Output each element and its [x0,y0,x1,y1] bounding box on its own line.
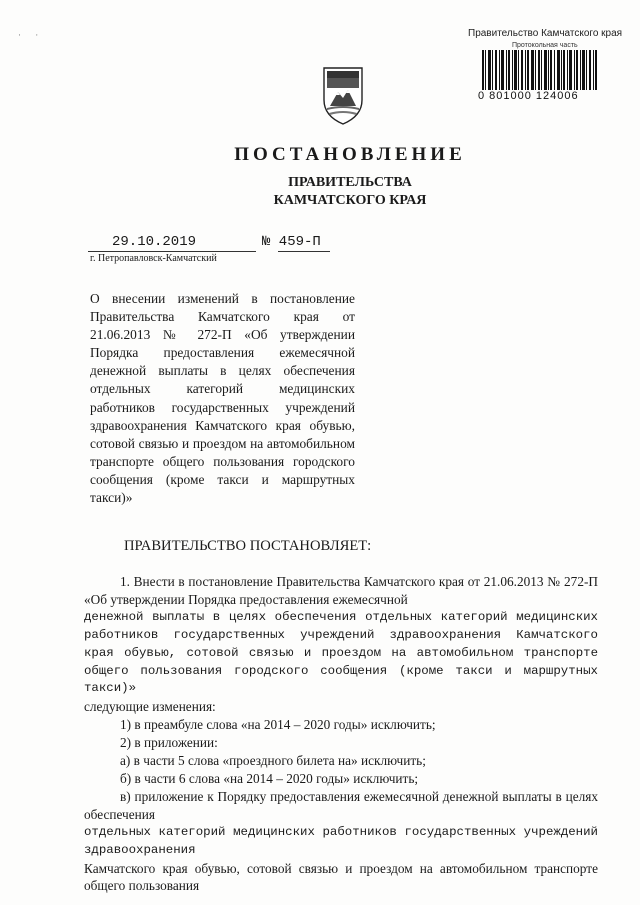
list-item-2a: а) в части 5 слова «проездного билета на» исключить; [120,753,426,769]
document-body [84,573,598,895]
list-item-2: 2) в приложении: [120,735,218,751]
decree-phrase: ПРАВИТЕЛЬСТВО ПОСТАНОВЛЯЕТ: [124,538,372,554]
paragraph-1-continued: денежной выплаты в целях обеспечения отдельных категорий медицинских работников государственных учреждений здравоохранения Камчатского края обувью, сотовой связью и проездом на автомобильном транспорте общего пользования городского сообщения (кроме такси и маршрутных такси)» [84,609,598,696]
document-subject: О внесении изменений в постановление Правительства Камчатского края от 21.06.2013 № 272-П «Об утверждении Порядка предоставления ежемесячной денежной выплаты в целях обеспечения отдельных категорий медицинских работников государственных учреждений здравоохранения Камчатского края обувью, сотовой связью и проездом на автомобильном транспорте общего пользования городского сообщения (кроме такси и маршрутных такси)» [90,291,355,506]
list-item-2b: б) в части 6 слова «на 2014 – 2020 годы» исключить; [120,770,419,786]
scan-artifact: · · [18,30,45,40]
coat-of-arms-icon [318,64,368,126]
date-underline [88,251,256,252]
issuing-authority [0,174,640,210]
document-title: ПОСТАНОВЛЕНИЕ [234,144,466,165]
barcode-icon [482,50,597,90]
list-item-2c-middle: отдельных категорий медицинских работников государственных учреждений здравоохранения [84,824,598,857]
paragraph-1-end: следующие изменения: [84,699,216,715]
list-item-2c-start: в) приложение к Порядку предоставления ежемесячной денежной выплаты в целях обеспечения [84,788,598,822]
document-number: № 459-П [262,234,321,250]
document-city: г. Петропавловск-Камчатский [90,253,217,264]
registration-stamp-organization: Правительство Камчатского края [468,28,623,39]
paragraph-1-start [84,573,598,609]
list-item-2c-end: Камчатского края обувью, сотовой связью и проездом на автомобильном транспорте общего пользования [84,860,598,894]
document-date: 29.10.2019 [112,234,197,250]
authority-line-2: КАМЧАТСКОГО КРАЯ [273,193,427,208]
paragraph-1-part-a: 1. Внести в постановление Правительства Камчатского края от 21.06.2013 № 272-П «Об утверждении Порядка предоставления ежемесячной [84,574,598,607]
number-underline [278,251,330,252]
authority-line-1: ПРАВИТЕЛЬСТВА [288,175,412,190]
barcode-number: 0 801000 124006 [478,90,579,102]
registration-stamp-subtitle: Протокольная часть [512,42,578,49]
list-item-1: 1) в преамбуле слова «на 2014 – 2020 годы» исключить; [120,717,436,733]
